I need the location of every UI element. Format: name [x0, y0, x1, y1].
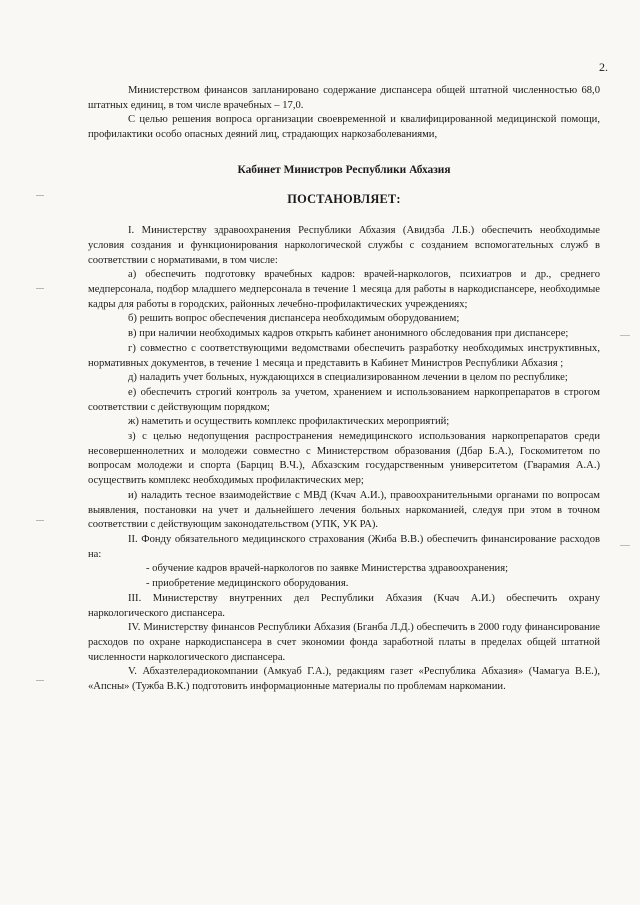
decree-item: IV. Министерству финансов Республики Абхазия (Бганба Л.Д.) обеспечить в 2000 году финансирование расходов по охране наркодиспансера в счет экономии фонда заработной платы в пределах общей штатной численности наркологического диспансера.: [88, 622, 600, 663]
funding-list-item: - приобретение медицинского оборудования.: [146, 578, 349, 590]
decree-subitem: з) с целью недопущения распространения немедицинского использования наркопрепаратов среди несовершеннолетних и молодежи совместно с Министерством образования (Дбар Б.А.), Госкомитетом по вопросам молодежи и спорта (Барциц В.Ч.), Абхазским государственным университетом (Гварамия А.А.) осуществить комплекс необходимых профилактических мер;: [88, 431, 600, 487]
intro-paragraph: Министерством финансов запланировано содержание диспансера общей штатной численностью 68,0 штатных единиц, в том числе врачебных – 17,0.: [88, 85, 600, 111]
margin-mark: [36, 195, 44, 200]
intro-paragraph: С целью решения вопроса организации своевременной и квалифицированной медицинской помощи, профилактики особо опасных деяний лиц, страдающих наркозаболеваниями,: [88, 114, 600, 141]
funding-list-item: - обучение кадров врачей-наркологов по заявке Министерства здравоохранения;: [146, 563, 509, 575]
decree-subitem: и) наладить тесное взаимодействие с МВД (Кчач А.И.), правоохранительными органами по вопросам выявления, постановки на учет и дальнейшего лечения больных наркоманией, следуя при этом в точном соответствии с действующим законодательством (УПК, УК РА).: [88, 489, 600, 531]
margin-mark: [36, 680, 44, 685]
edge-mark: [620, 335, 630, 336]
decree-item: V. Абхазтелерадиокомпании (Амкуаб Г.А.), редакциям газет «Республика Абхазия» (Чамагуа В.Е.), «Апсны» (Тужба В.К.) подготовить информационные материалы по проблемам наркомании.: [88, 666, 600, 693]
decree-subitem: е) обеспечить строгий контроль за учетом, хранением и использованием наркопрепаратов в строгом соответствии с действующим порядком;: [88, 386, 600, 413]
decree-item: I. Министерству здравоохранения Республики Абхазия (Авидзба Л.Б.) обеспечить необходимые условия создания и функционирования наркологической службы с созданием вспомогательных служб в соответствии с нормативами, в том числе:: [88, 225, 600, 266]
edge-mark: [620, 545, 630, 546]
decree-subitem: в) при наличии необходимых кадров открыть кабинет анонимного обследования при диспансере;: [128, 328, 569, 340]
decree-item: II. Фонду обязательного медицинского страхования (Жиба В.В.) обеспечить финансирование расходов на:: [88, 533, 600, 560]
decree-title: ПОСТАНОВЛЯЕТ:: [287, 191, 401, 206]
decree-subitem: д) наладить учет больных, нуждающихся в специализированном лечении в целом по республике;: [128, 372, 568, 384]
margin-mark: [36, 520, 44, 525]
cabinet-title: Кабинет Министров Республики Абхазия: [237, 163, 451, 176]
margin-mark: [36, 288, 44, 293]
decree-subitem: б) решить вопрос обеспечения диспансера необходимым оборудованием;: [128, 313, 460, 325]
document-body: [88, 84, 600, 695]
decree-subitem: г) совместно с соответствующими ведомствами обеспечить разработку необходимых инструктивных, нормативных документов, в течение 1 месяца и представить в Кабинет Министров Республики Абхазия ;: [88, 342, 600, 369]
decree-subitem: ж) наметить и осуществить комплекс профилактических мероприятий;: [128, 416, 450, 428]
decree-subitem: а) обеспечить подготовку врачебных кадров: врачей-наркологов, психиатров и др., среднего медперсонала, подбор младшего медперсонала в течение 1 месяца для работы в наркодиспансере, необходимые кадры для работы в городских, районных лечебно-профилактических учреждениях;: [88, 269, 600, 310]
page-number: 2.: [599, 60, 608, 74]
decree-item: III. Министерству внутренних дел Республики Абхазия (Кчач А.И.) обеспечить охрану наркологического диспансера.: [88, 592, 600, 619]
